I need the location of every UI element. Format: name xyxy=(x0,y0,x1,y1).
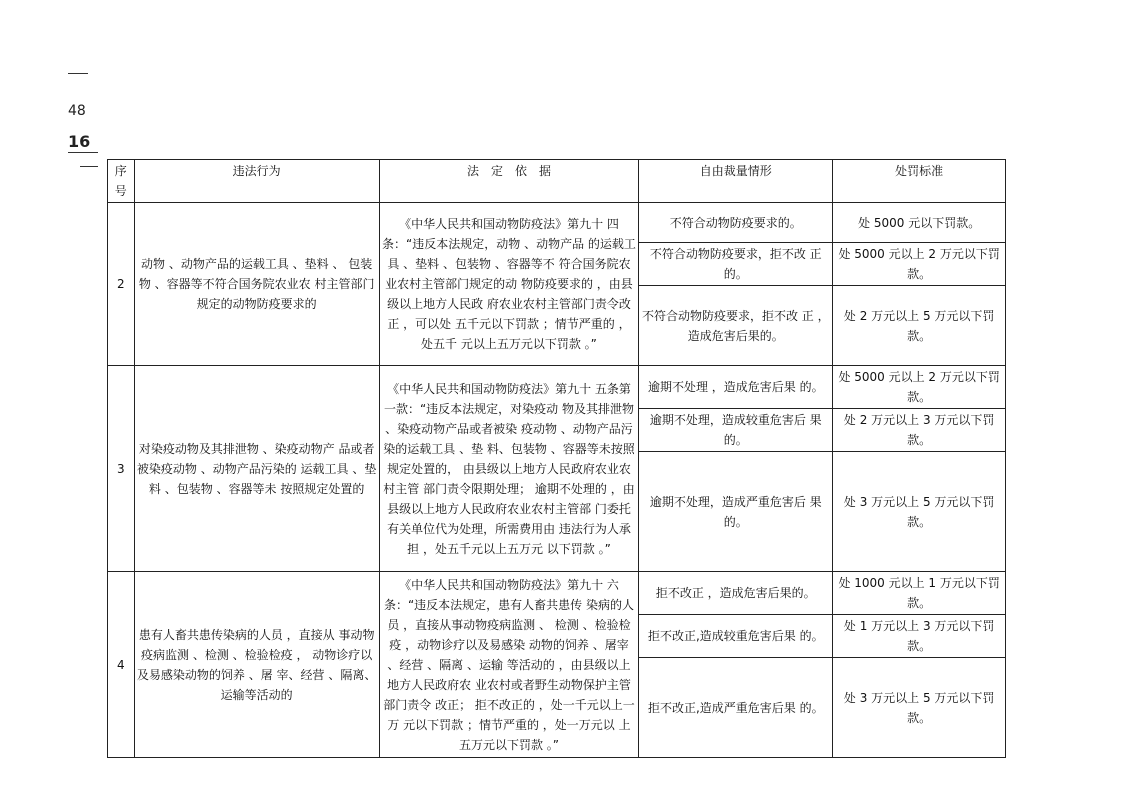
header-discretion: 自由裁量情形 xyxy=(639,160,833,203)
cell-discretion: 逾期不处理 ，造成危害后果 的。 xyxy=(639,366,833,409)
cell-standard: 处 2 万元以上 5 万元以下罚款。 xyxy=(833,286,1006,366)
cell-discretion: 拒不改正,造成严重危害后果 的。 xyxy=(639,658,833,758)
cell-standard: 处 1 万元以上 3 万元以下罚款。 xyxy=(833,615,1006,658)
cell-standard: 处 5000 元以下罚款。 xyxy=(833,203,1006,243)
header-act: 违法行为 xyxy=(134,160,379,203)
cell-standard: 处 2 万元以上 3 万元以下罚款。 xyxy=(833,409,1006,452)
cell-discretion: 逾期不处理，造成较重危害后 果的。 xyxy=(639,409,833,452)
cell-standard: 处 3 万元以上 5 万元以下罚款。 xyxy=(833,452,1006,572)
header-standard: 处罚标准 xyxy=(833,160,1006,203)
cell-seq: 2 xyxy=(108,203,135,366)
table-header-row xyxy=(108,160,1006,203)
table-row xyxy=(108,572,1006,615)
cell-discretion: 不符合动物防疫要求的。 xyxy=(639,203,833,243)
page-number-a: 48 xyxy=(68,103,86,119)
cell-seq: 4 xyxy=(108,572,135,758)
table-row xyxy=(108,203,1006,243)
cell-seq: 3 xyxy=(108,366,135,572)
margin-rule-top xyxy=(68,73,88,74)
cell-standard: 处 3 万元以上 5 万元以下罚款。 xyxy=(833,658,1006,758)
cell-discretion: 拒不改正,造成较重危害后果 的。 xyxy=(639,615,833,658)
cell-standard: 处 5000 元以上 2 万元以下罚款。 xyxy=(833,366,1006,409)
cell-act: 患有人畜共患传染病的人员 ，直接从 事动物疫病监测 、检测 、检验检疫 ， 动物诊疗以及易感染动物的饲养 、屠 宰、经营 、隔离、运输等活动的 xyxy=(134,572,379,758)
page-number-b: 16 xyxy=(68,132,91,151)
penalty-table xyxy=(107,159,1006,758)
cell-act: 对染疫动物及其排泄物 、染疫动物产 品或者被染疫动物 、动物产品污染的 运载工具 、垫料 、包装物 、容器等未 按照规定处置的 xyxy=(134,366,379,572)
cell-discretion: 不符合动物防疫要求，拒不改 正 ，造成危害后果的。 xyxy=(639,286,833,366)
cell-discretion: 逾期不处理，造成严重危害后 果的。 xyxy=(639,452,833,572)
cell-act: 动物 、动物产品的运载工具 、垫料 、 包装物 、容器等不符合国务院农业农 村主管部门规定的动物防疫要求的 xyxy=(134,203,379,366)
cell-discretion: 不符合动物防疫要求，拒不改 正的。 xyxy=(639,243,833,286)
margin-rule-mid xyxy=(68,152,98,153)
cell-basis: 《中华人民共和国动物防疫法》第九十 六条：“违反本法规定，患有人畜共患传 染病的人员 ，直接从事动物疫病监测 、 检测 、检验检疫 ，动物诊疗以及易感染 动物的饲养 、屠宰 、经营 、隔离 、运输 等活动的 ，由县级以上地方人民政府农 业农村或者野生动物保护主管部门责令 改正； 拒不改正的 ，处一千元以上一万 元以下罚款 ；情节严重的 ，处一万元以 上五万元以下罚款 。” xyxy=(379,572,638,758)
table-row xyxy=(108,366,1006,409)
header-seq: 序 号 xyxy=(108,160,135,203)
cell-basis: 《中华人民共和国动物防疫法》第九十 五条第一款：“违反本法规定，对染疫动 物及其排泄物 、染疫动物产品或者被染 疫动物 、动物产品污染的运载工具 、垫 料、包装物 、容器等未按照规定处置的， 由县级以上地方人民政府农业农村主管 部门责令限期处理； 逾期不处理的 ，由 县级以上地方人民政府农业农村主管部 门委托有关单位代为处理，所需费用由 违法行为人承担 ，处五千元以上五万元 以下罚款 。” xyxy=(379,366,638,572)
cell-standard: 处 5000 元以上 2 万元以下罚款。 xyxy=(833,243,1006,286)
cell-discretion: 拒不改正 ，造成危害后果的。 xyxy=(639,572,833,615)
header-basis: 法 定 依 据 xyxy=(379,160,638,203)
margin-rule-bottom xyxy=(80,166,98,167)
cell-basis: 《中华人民共和国动物防疫法》第九十 四条：“违反本法规定，动物 、动物产品 的运载工具 、垫料 、包装物 、容器等不 符合国务院农业农村主管部门规定的动 物防疫要求的 ，由县级以上地方人民政 府农业农村主管部门责令改正 ，可以处 五千元以下罚款 ；情节严重的 ，处五千 元以上五万元以下罚款 。” xyxy=(379,203,638,366)
cell-standard: 处 1000 元以上 1 万元以下罚款。 xyxy=(833,572,1006,615)
